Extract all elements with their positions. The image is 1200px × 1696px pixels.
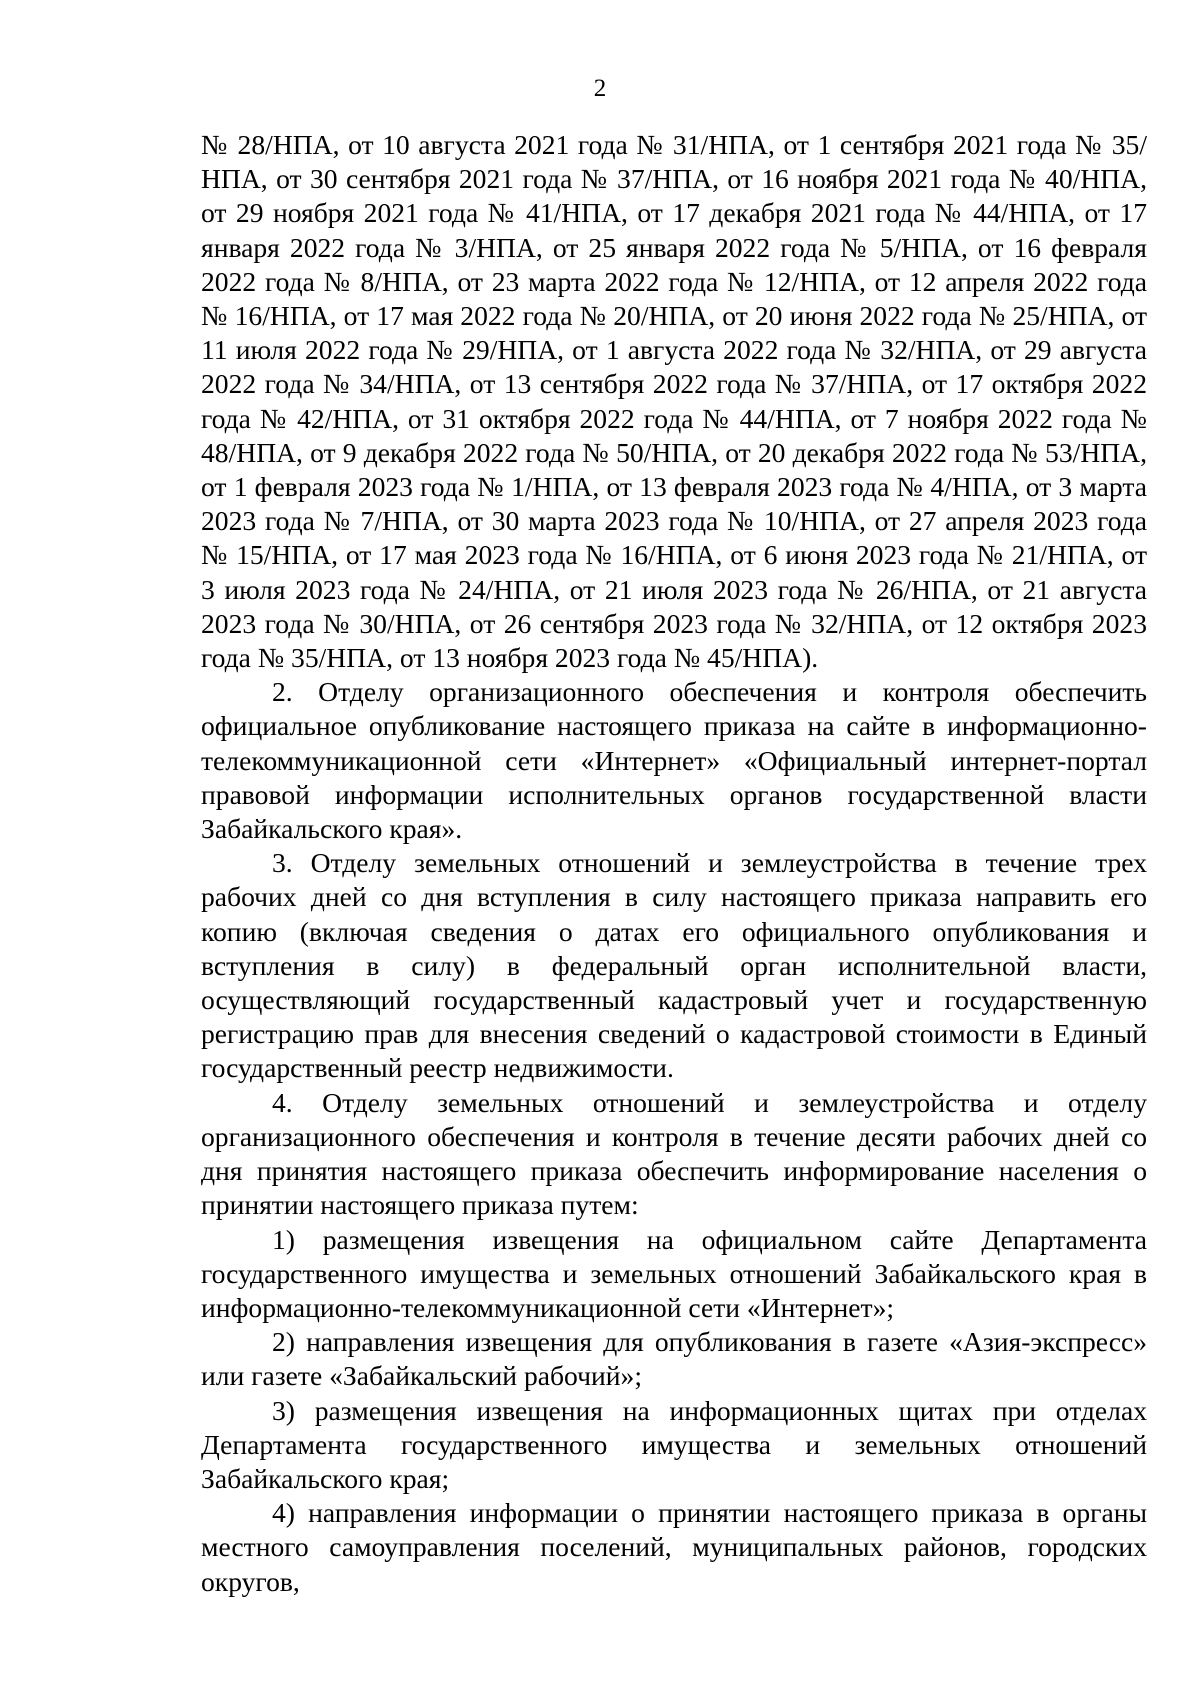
document-body: [201, 128, 1147, 1599]
paragraph-list-continuation: № 28/НПА, от 10 августа 2021 года № 31/НПА, от 1 сентября 2021 года № 35/НПА, от 30 сентября 2021 года № 37/НПА, от 16 ноября 2021 года № 40/НПА, от 29 ноября 2021 года № 41/НПА, от 17 декабря 2021 года № 44/НПА, от 17 января 2022 года № 3/НПА, от 25 января 2022 года № 5/НПА, от 16 февраля 2022 года № 8/НПА, от 23 марта 2022 года № 12/НПА, от 12 апреля 2022 года № 16/НПА, от 17 мая 2022 года № 20/НПА, от 20 июня 2022 года № 25/НПА, от 11 июля 2022 года № 29/НПА, от 1 августа 2022 года № 32/НПА, от 29 августа 2022 года № 34/НПА, от 13 сентября 2022 года № 37/НПА, от 17 октября 2022 года № 42/НПА, от 31 октября 2022 года № 44/НПА, от 7 ноября 2022 года № 48/НПА, от 9 декабря 2022 года № 50/НПА, от 20 декабря 2022 года № 53/НПА, от 1 февраля 2023 года № 1/НПА, от 13 февраля 2023 года № 4/НПА, от 3 марта 2023 года № 7/НПА, от 30 марта 2023 года № 10/НПА, от 27 апреля 2023 года № 15/НПА, от 17 мая 2023 года № 16/НПА, от 6 июня 2023 года № 21/НПА, от 3 июля 2023 года № 24/НПА, от 21 июля 2023 года № 26/НПА, от 21 августа 2023 года № 30/НПА, от 26 сентября 2023 года № 32/НПА, от 12 октября 2023 года № 35/НПА, от 13 ноября 2023 года № 45/НПА).: [201, 129, 1147, 674]
page-number: 2: [593, 75, 607, 102]
paragraph-item-4: 4. Отделу земельных отношений и землеустройства и отделу организационного обеспечения и контроля в течение десяти рабочих дней со дня принятия настоящего приказа обеспечить информирование населения о принятии настоящего приказа путем:: [201, 1086, 1147, 1221]
paragraph-subitem-1: 1) размещения извещения на официальном сайте Департамента государственного имущества и земельных отношений Забайкальского края в информационно-телекоммуникационной сети «Интернет»;: [201, 1223, 1147, 1323]
paragraph-subitem-3: 3) размещения извещения на информационных щитах при отделах Департамента государственного имущества и земельных отношений Забайкальского края;: [201, 1394, 1147, 1494]
paragraph-item-3: 3. Отделу земельных отношений и землеустройства в течение трех рабочих дней со дня вступления в силу настоящего приказа направить его копию (включая сведения о датах его официального опубликования и вступления в силу) в федеральный орган исполнительной власти, осуществляющий государственный кадастровый учет и государственную регистрацию прав для внесения сведений о кадастровой стоимости в Единый государственный реестр недвижимости.: [201, 847, 1147, 1084]
paragraph-subitem-4: 4) направления информации о принятии настоящего приказа в органы местного самоуправления поселений, муниципальных районов, городских округов,: [201, 1497, 1147, 1597]
paragraph-item-2: 2. Отделу организационного обеспечения и контроля обеспечить официальное опубликование настоящего приказа на сайте в информационно-телекоммуникационной сети «Интернет» «Официальный интернет-портал правовой информации исполнительных органов государственной власти Забайкальского края».: [201, 676, 1147, 845]
paragraph-subitem-2: 2) направления извещения для опубликования в газете «Азия-экспресс» или газете «Забайкальский рабочий»;: [201, 1326, 1147, 1392]
